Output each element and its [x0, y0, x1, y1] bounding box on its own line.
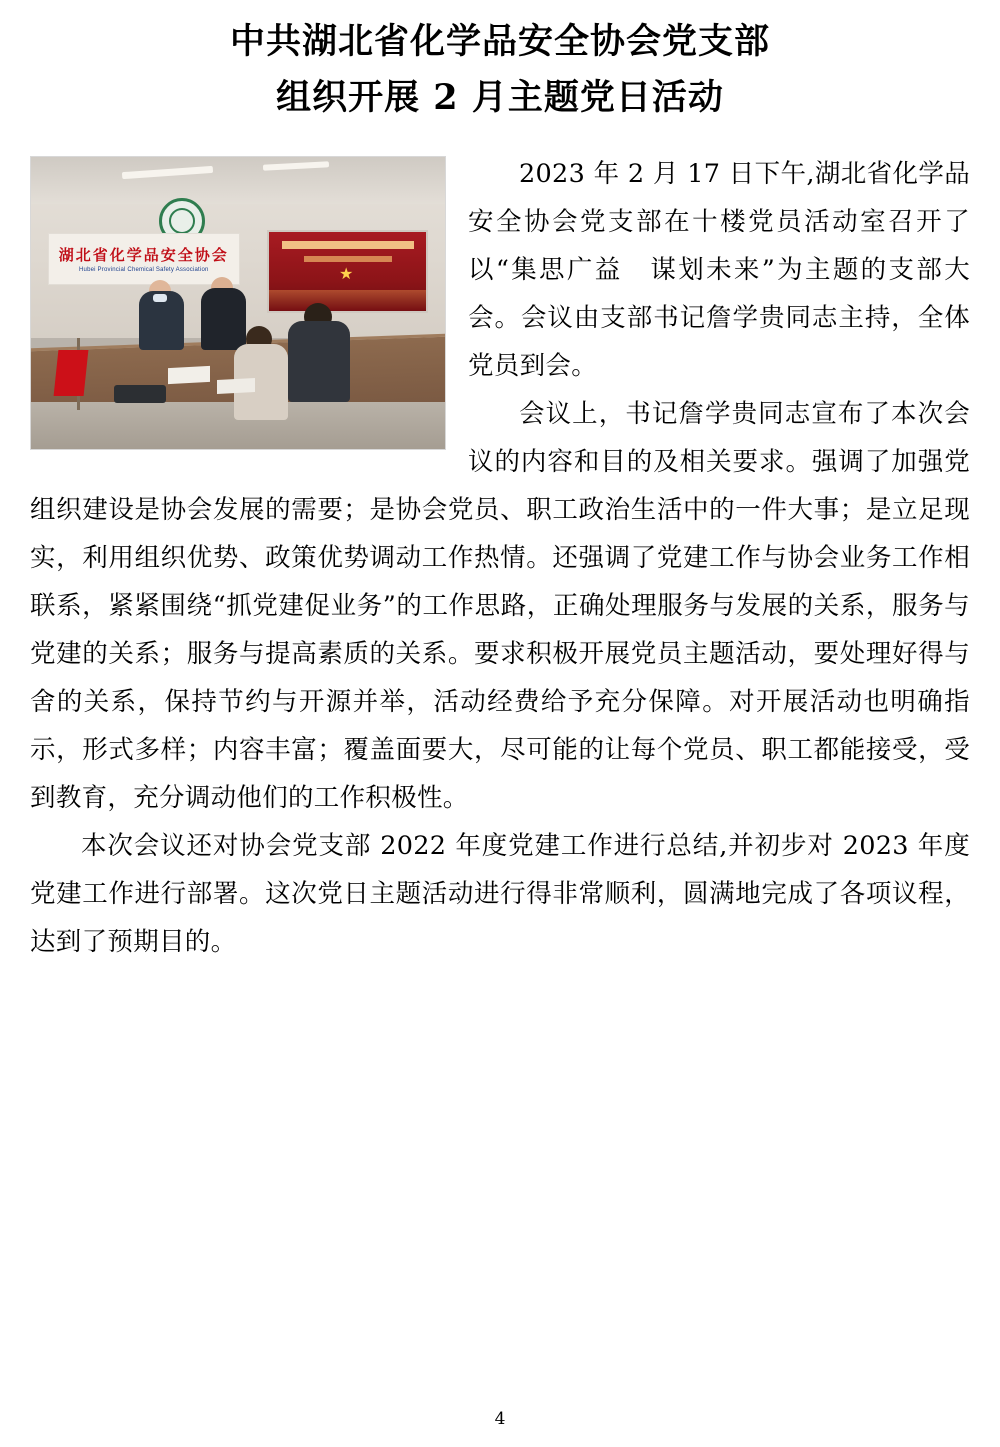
photo-projector	[114, 385, 166, 403]
photo-screen-title-bar	[282, 241, 414, 249]
photo-document-paper	[168, 366, 210, 384]
photo-ceiling	[31, 157, 445, 204]
photo-screen-subtitle-bar	[304, 256, 392, 262]
photo-document-paper	[217, 378, 255, 394]
photo-person	[201, 288, 247, 349]
title-line-2: 组织开展 2 月主题党日活动	[276, 77, 724, 118]
document-title	[0, 0, 1000, 126]
title-line-1: 中共湖北省化学品安全协会党支部	[229, 21, 770, 62]
document-body	[30, 126, 970, 966]
face-mask-icon	[153, 294, 167, 302]
star-icon: ★	[339, 265, 354, 283]
photo-projection-screen	[267, 230, 428, 313]
paragraph-1: 2023 年 2 月 17 日下午,湖北省化学品安全协会党支部在十楼党员活动室召开了以“集思广益 谋划未来”为主题的支部大会。会议由支部书记詹学贵同志主持，全体党员到会。	[468, 159, 970, 381]
photo-screen-graphic	[269, 290, 426, 310]
meeting-photo	[30, 156, 446, 450]
photo-wall-banner	[48, 233, 240, 285]
paragraph-3: 本次会议还对协会党支部 2022 年度党建工作进行总结,并初步对 2023 年度党建工作进行部署。这次党日主题活动进行得非常顺利，圆满地完成了各项议程，达到了预期目的。	[30, 831, 970, 957]
page-number: 4	[494, 1409, 506, 1429]
photo-banner-sub-text: Hubei Provincial Chemical Safety Association	[79, 267, 209, 274]
photo-banner-main-text: 湖北省化学品安全协会	[58, 246, 229, 265]
photo-person	[288, 321, 350, 403]
paragraph-2: 会议上，书记詹学贵同志宣布了本次会议的内容和目的及相关要求。强调了加强党组织建设是协会发展的需要；是协会党员、职工政治生活中的一件大事；是立足现实，利用组织优势、政策优势调动工作热情。还强调了党建工作与协会业务工作相联系，紧紧围绕“抓党建促业务”的工作思路，正确处理服务与发展的关系，服务与党建的关系；服务与提高素质的关系。要求积极开展党员主题活动，要处理好得与舍的关系，保持节约与开源并举，活动经费给予充分保障。对开展活动也明确指示，形式多样；内容丰富；覆盖面要大，尽可能的让每个党员、职工都能接受，受到教育，充分调动他们的工作积极性。	[30, 399, 970, 813]
national-flag-icon	[53, 350, 88, 396]
